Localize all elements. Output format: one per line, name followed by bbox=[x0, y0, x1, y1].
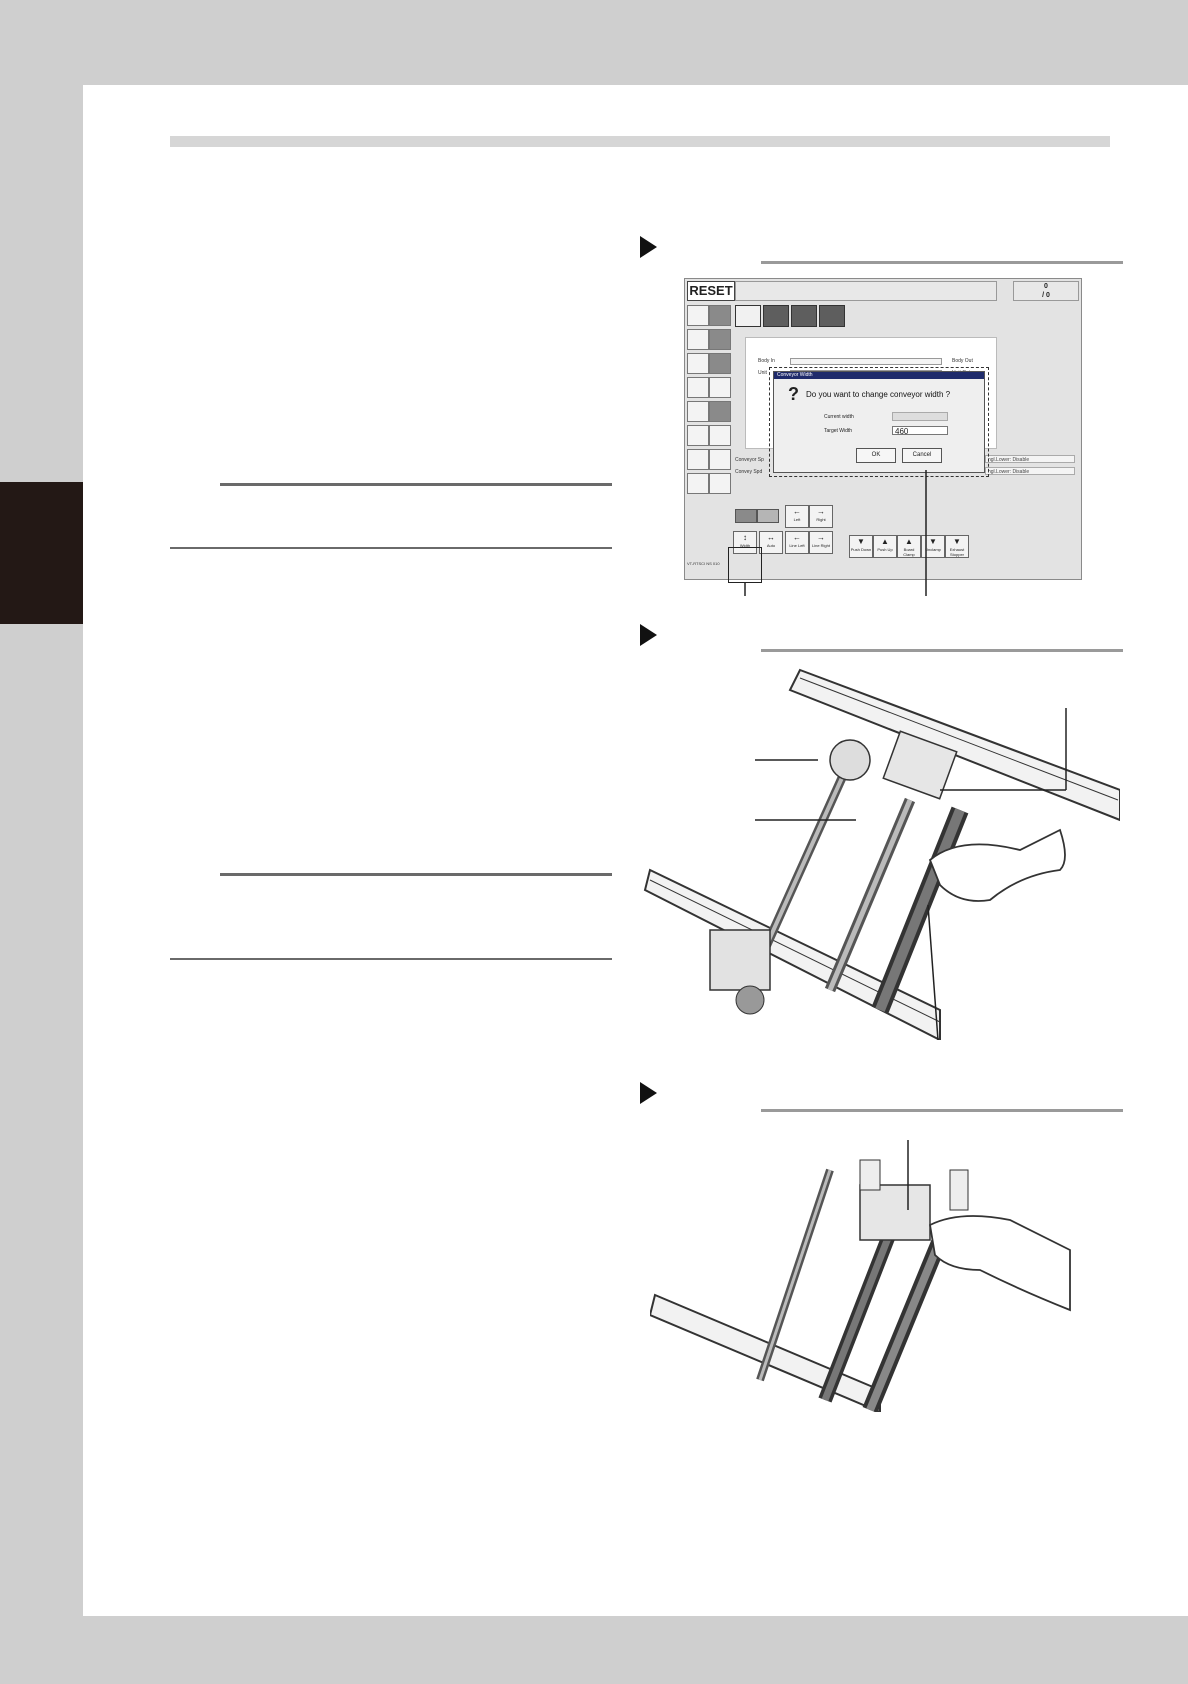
screen-footer: VT-RTSCI NS 010 bbox=[687, 561, 720, 566]
panel-row: Body Out bbox=[952, 358, 973, 364]
button-label: Width bbox=[739, 543, 751, 548]
button-label: Push Up bbox=[877, 547, 893, 552]
panel-row: Unit bbox=[758, 370, 767, 376]
auto-icon: ↔ bbox=[767, 533, 775, 542]
arrow-left-icon: ← bbox=[793, 533, 801, 542]
dialog-message: Do you want to change conveyor width ? bbox=[806, 390, 951, 399]
panel-row: Body In bbox=[758, 358, 775, 364]
arrow-right-icon: → bbox=[817, 533, 825, 542]
button-label: Unclamp bbox=[925, 547, 941, 552]
counter-display: 0 / 0 bbox=[1013, 281, 1079, 301]
target-width-label: Target Width bbox=[824, 428, 853, 434]
arrow-left-icon: ← bbox=[793, 507, 801, 516]
left-label: Conveyor Sp bbox=[735, 457, 764, 463]
arrow-up-icon: ▲ bbox=[905, 537, 913, 546]
width-icon: ↕ bbox=[743, 533, 747, 542]
question-icon: ? bbox=[788, 384, 799, 404]
conveyor-clamp-illustration bbox=[650, 1140, 1120, 1412]
reset-button[interactable]: RESET bbox=[687, 281, 735, 301]
button-label: Auto bbox=[766, 543, 776, 548]
arrow-down-icon: ▼ bbox=[929, 537, 937, 546]
current-width-label: Current width bbox=[824, 414, 854, 420]
button-label: Right bbox=[816, 517, 826, 522]
arrow-down-icon: ▼ bbox=[857, 537, 865, 546]
button-label: Exhaust Stopper bbox=[949, 547, 965, 557]
button-label: Push Down bbox=[850, 547, 872, 552]
button-label: Line Left bbox=[789, 543, 805, 548]
arrow-down-icon: ▼ bbox=[953, 537, 961, 546]
dialog-title: Conveyor Width bbox=[774, 372, 984, 379]
button-label: Line Right bbox=[811, 543, 830, 548]
right-field: ngl.Lower: Disable bbox=[985, 467, 1075, 475]
button-label: Left bbox=[793, 517, 801, 522]
right-field: ngl.Lower: Disable bbox=[985, 455, 1075, 463]
ok-button[interactable]: OK bbox=[856, 448, 896, 463]
left-label: Convey Spd bbox=[735, 469, 763, 475]
arrow-right-icon: → bbox=[817, 507, 825, 516]
cancel-button[interactable]: Cancel bbox=[902, 448, 942, 463]
button-label: Board Clamp bbox=[903, 547, 915, 557]
arrow-up-icon: ▲ bbox=[881, 537, 889, 546]
target-width-input[interactable]: 460 bbox=[892, 426, 948, 435]
conveyor-rail-illustration bbox=[640, 660, 1120, 1040]
